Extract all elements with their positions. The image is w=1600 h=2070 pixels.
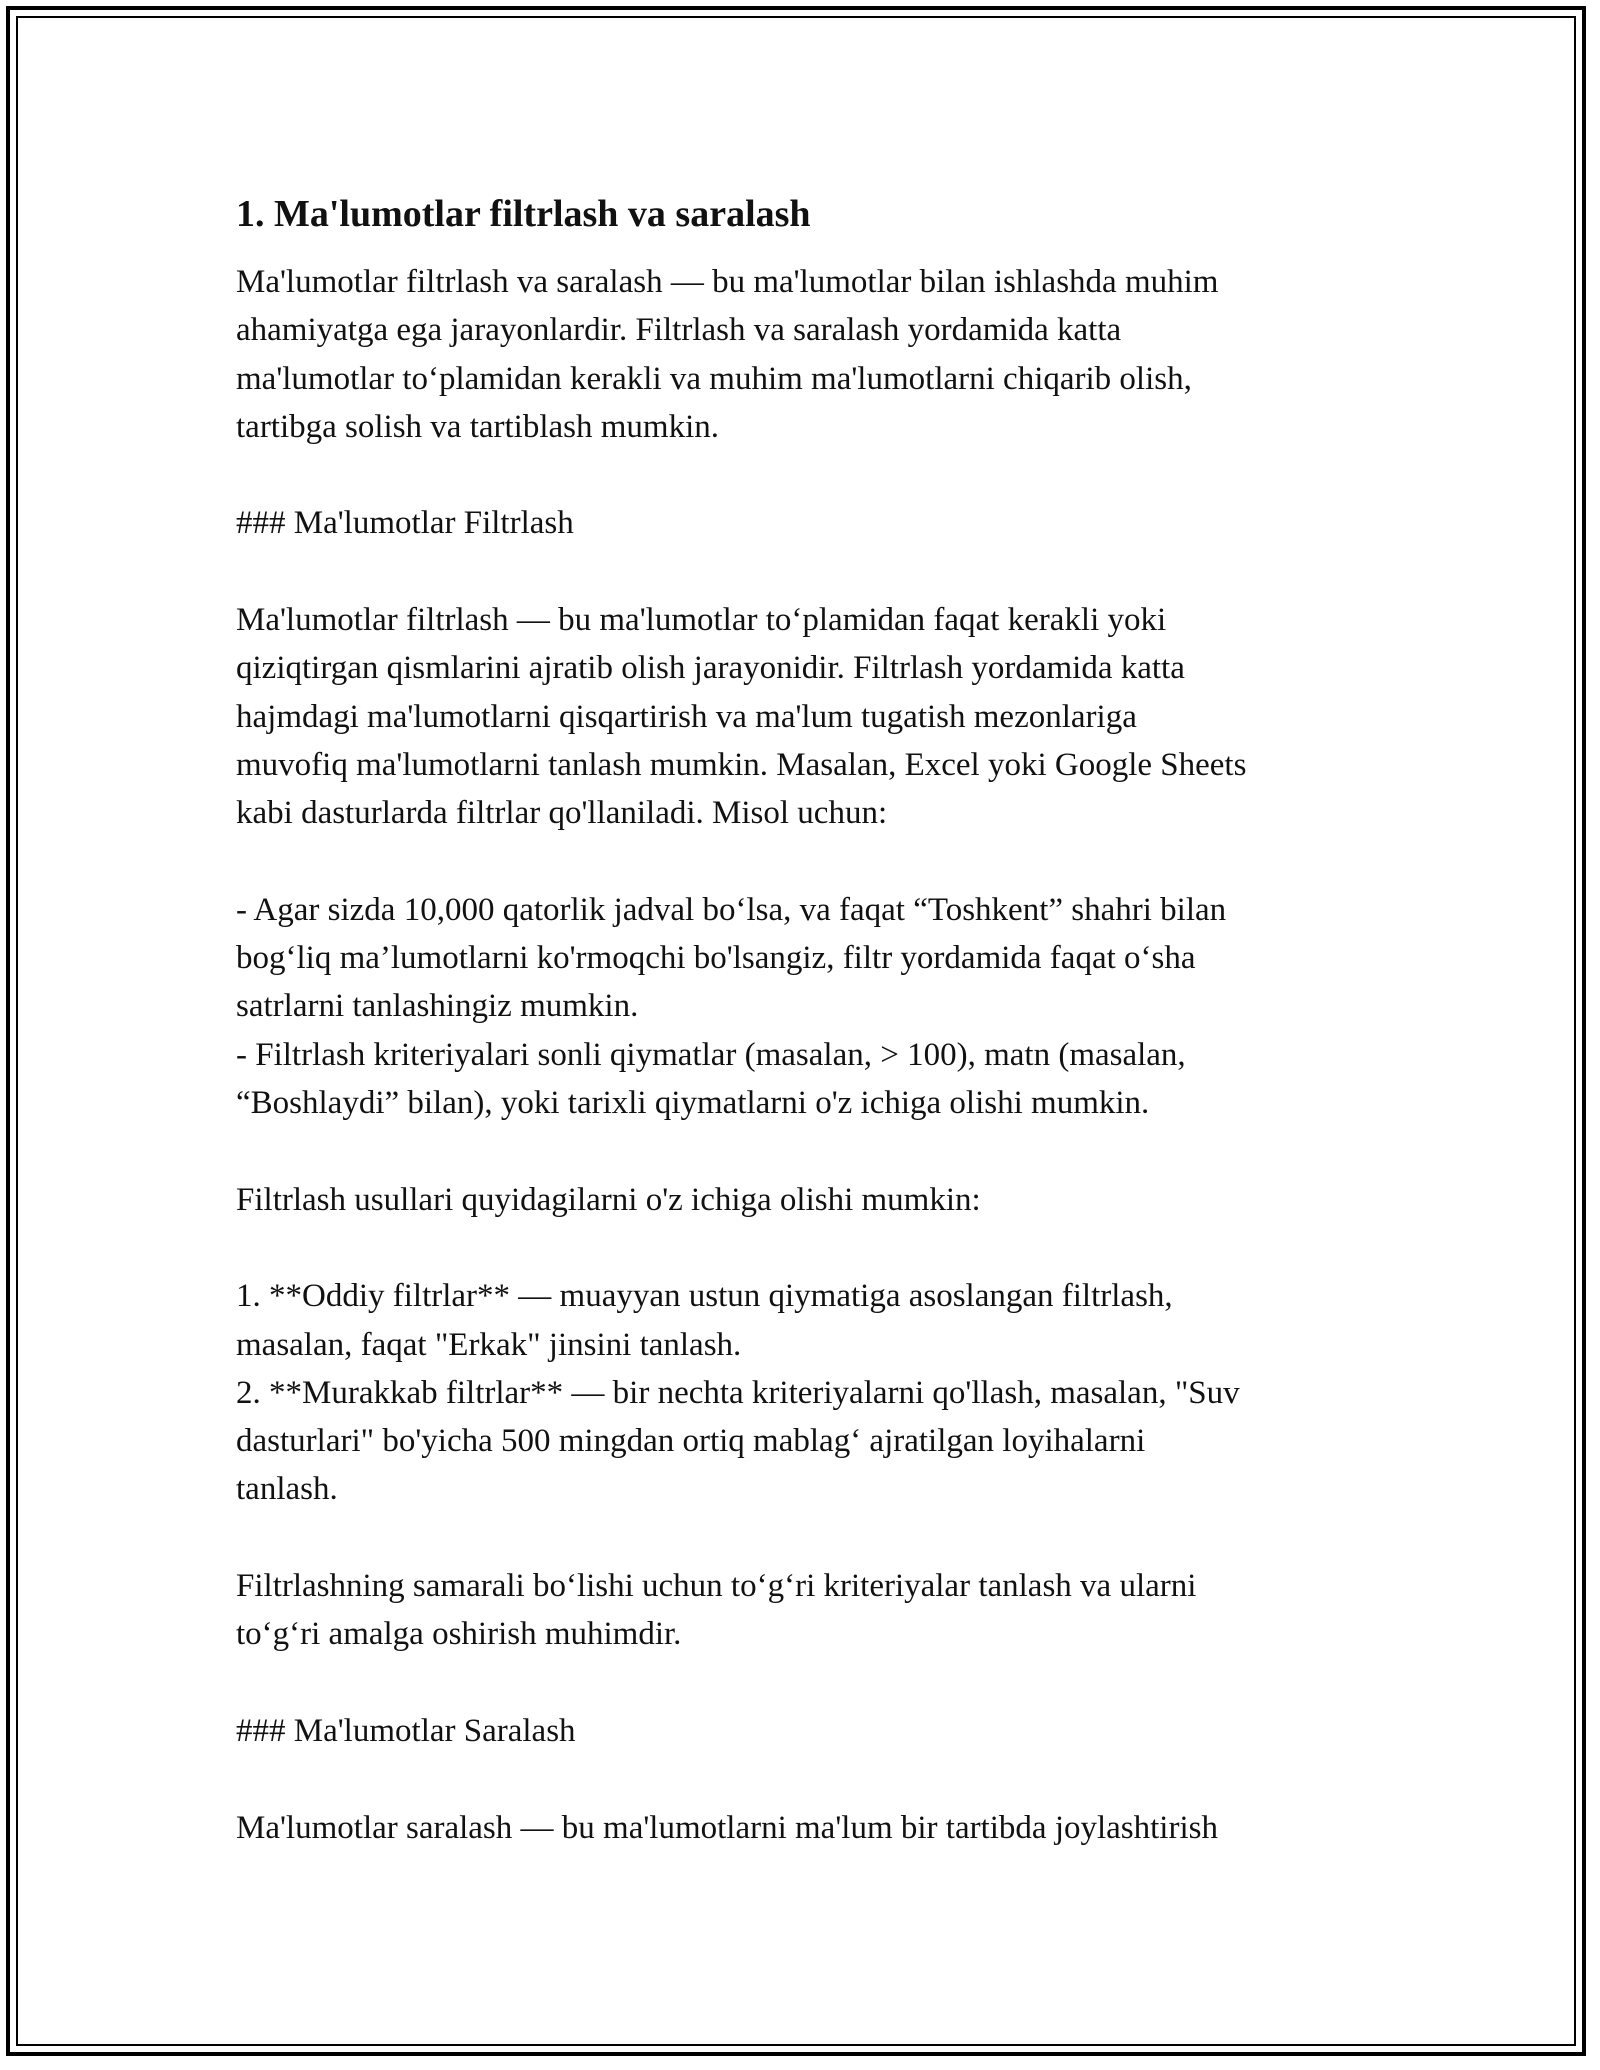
text-line: ma'lumotlar to‘plamidan kerakli va muhim ma'lumotlarni chiqarib olish, <box>236 360 1192 397</box>
text-line: ### Ma'lumotlar Saralash <box>236 1712 576 1749</box>
text-line: - Filtrlash kriteriyalari sonli qiymatlar (masalan, > 100), matn (masalan, <box>236 1036 1186 1073</box>
text-line: Ma'lumotlar filtrlash — bu ma'lumotlar to‘plamidan faqat kerakli yoki <box>236 602 1167 639</box>
blank-line <box>236 838 1376 886</box>
text-line: kabi dasturlarda filtrlar qo'llaniladi. Misol uchun: <box>236 795 888 832</box>
text-line: - Agar sizda 10,000 qatorlik jadval bo‘lsa, va faqat “Toshkent” shahri bilan <box>236 891 1227 928</box>
text-line: bog‘liq ma’lumotlarni ko'rmoqchi bo'lsangiz, filtr yordamida faqat o‘sha <box>236 940 1196 977</box>
blank-line <box>236 1127 1376 1175</box>
text-line: masalan, faqat "Erkak" jinsini tanlash. <box>236 1326 742 1363</box>
text-line: Ma'lumotlar filtrlash va saralash — bu ma'lumotlar bilan ishlashda muhim <box>236 264 1219 300</box>
text-line: tartibga solish va tartiblash mumkin. <box>236 408 720 445</box>
blank-line <box>236 1514 1376 1562</box>
document-body <box>236 186 1376 1852</box>
blank-line <box>236 1224 1376 1272</box>
document-title: 1. Ma'lumotlar filtrlash va saralash <box>236 193 811 235</box>
text-line: satrlarni tanlashingiz mumkin. <box>236 988 639 1025</box>
blank-line <box>236 1755 1376 1803</box>
text-line: tanlash. <box>236 1471 338 1508</box>
document-lines <box>236 258 1376 1852</box>
text-line: Filtrlashning samarali bo‘lishi uchun to‘g‘ri kriteriyalar tanlash va ularni <box>236 1568 1197 1605</box>
text-line: 1. **Oddiy filtrlar** — muayyan ustun qiymatiga asoslangan filtrlash, <box>236 1278 1173 1315</box>
blank-line <box>236 1659 1376 1707</box>
text-line: “Boshlaydi” bilan), yoki tarixli qiymatlarni o'z ichiga olishi mumkin. <box>236 1085 1150 1122</box>
text-line: qiziqtirgan qismlarini ajratib olish jarayonidir. Filtrlash yordamida katta <box>236 650 1185 687</box>
text-line: Ma'lumotlar saralash — bu ma'lumotlarni ma'lum bir tartibda joylashtirish <box>236 1809 1218 1846</box>
text-line: Filtrlash usullari quyidagilarni o'z ichiga olishi mumkin: <box>236 1181 981 1218</box>
text-line: 2. **Murakkab filtrlar** — bir nechta kriteriyalarni qo'llash, masalan, "Suv <box>236 1374 1240 1411</box>
text-line: to‘g‘ri amalga oshirish muhimdir. <box>236 1616 682 1653</box>
text-line: ### Ma'lumotlar Filtrlash <box>236 505 574 542</box>
text-line: hajmdagi ma'lumotlarni qisqartirish va ma'lum tugatish mezonlariga <box>236 698 1137 735</box>
text-line: ahamiyatga ega jarayonlardir. Filtrlash va saralash yordamida katta <box>236 312 1122 349</box>
blank-line <box>236 548 1376 596</box>
text-line: muvofiq ma'lumotlarni tanlash mumkin. Masalan, Excel yoki Google Sheets <box>236 746 1247 783</box>
blank-line <box>236 451 1376 499</box>
text-line: dasturlari" bo'yicha 500 mingdan ortiq mablag‘ ajratilgan loyihalarni <box>236 1423 1146 1460</box>
